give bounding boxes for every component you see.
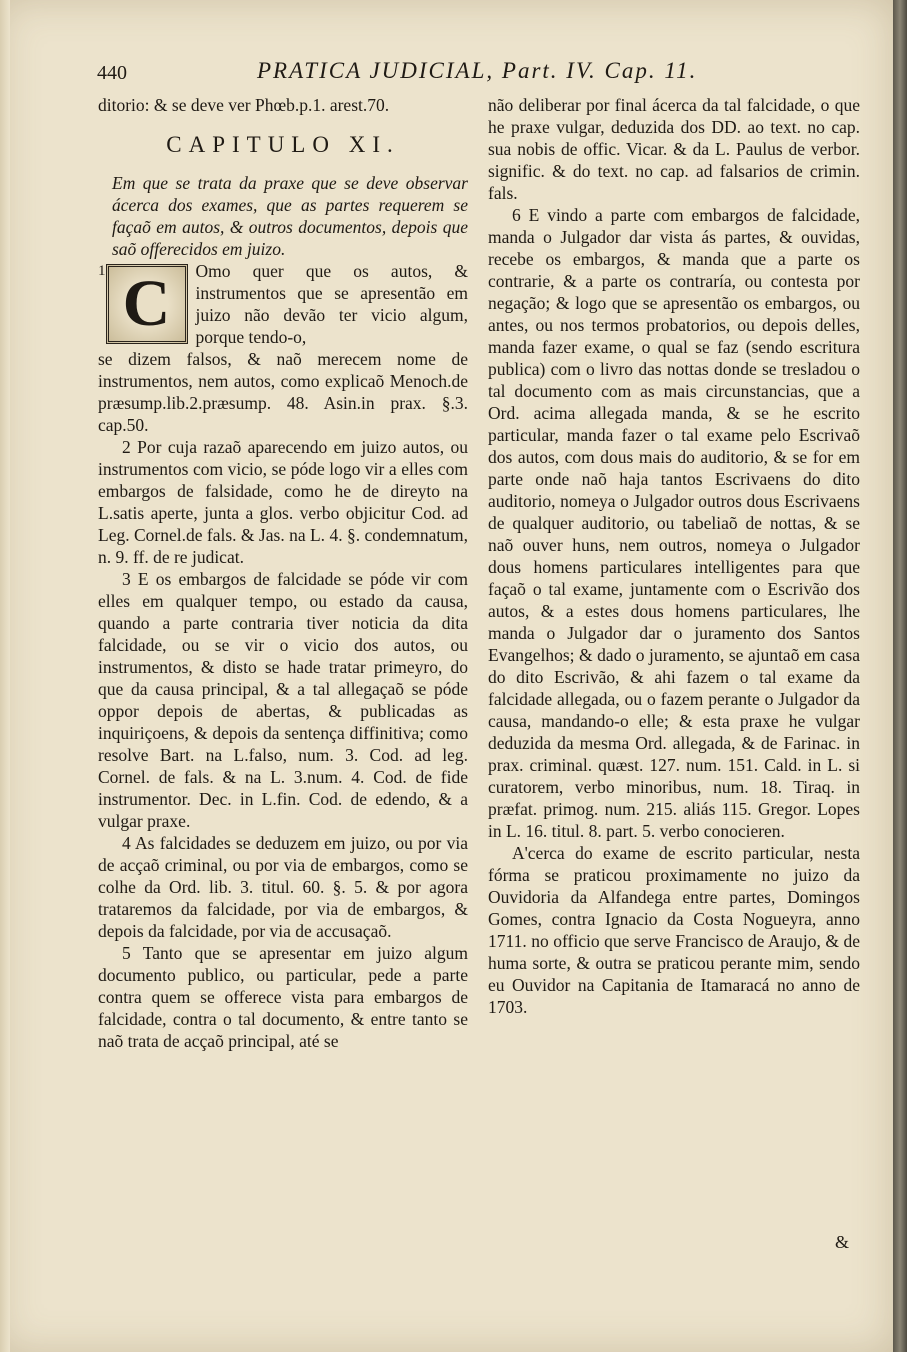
chapter-summary: Em que se trata da praxe que se deve observar ácerca dos exames, que as partes requerem se façaõ em autos, & outros documentos, depois que saõ offerecidos em juizo. [112,173,468,259]
page-edge [0,0,10,1352]
paragraph-1 [98,260,468,348]
decorated-initial: C [106,264,188,344]
paragraph-6: 6 E vindo a parte com embargos de falcidade, manda o Julgador dar vista ás partes, & ouvidas, recebe os embargos, & manda que a parte os contrarie, & a parte os contraría, ou contesta por negação; & logo que se apresentão os embargos, ou antes, ou nos termos probatorios, ou depois delles, manda fazer exame, o qual se faz (sendo escritura publica) com o livro das nottas donde se tresladou o tal documento com as mais circunstancias, que a Ord. acima allegada manda, & se he escrito particular, manda fazer o tal exame pelo Escrivaõ dos autos, com dous mais do auditorio, & se for em parte onde naõ haja tantos Escrivaens do dito auditorio, nomeya o Julgador outros dous Escrivaens de qualquer auditorio, ou tabeliaõ de nottas, & se naõ ouver huns, nem outros, nomeya o Julgador dous homens particulares intelligentes para que façaõ o tal exame, juntamente com o Escrivão dos autos, & a estes dous homens particulares, lhe manda o Julgador dar o juramento dos Santos Evangelhos; & dado o juramento, se ajuntaõ em casa do dito Escrivão, & ahi fazem o tal exame da falcidade allegada, ou o fazem perante o Julgador da causa, mandando-o elle; & esta praxe he vulgar deduzida da mesma Ord. allegada, & de Farinac. in prax. criminal. quæst. 127. num. 151. Cald. in L. si curatorem, verbo minoribus, num. 18. Tiraq. in præfat. primog. num. 215. aliás 115. Gregor. Lopes in L. 16. titul. 8. part. 5. verbo conocieren. [488,205,860,841]
continuation-text: não deliberar por final ácerca da tal falcidade, o que he praxe vulgar, deduzida dos DD. ao text. no cap. sua nobis de offic. Vicar. & da L. Paulus de verbor. signific. & do text. no cap. ad falsarios de crimin. fals. [488,95,860,203]
continuation-line: ditorio: & se deve ver Phœb.p.1. arest.70. [98,95,390,115]
paragraph-5: 5 Tanto que se apresentar em juizo algum documento publico, ou particular, pede a parte contra quem se offerece vista para embargos de falcidade, contra o tal documento, & entre tanto se naõ trata de acçaõ principal, até se [98,943,468,1051]
paragraph-1-opening: Omo quer que os autos, & instrumentos que se apresentão em juizo não devão ter vicio algum, porque tendo-o, [195,261,468,347]
paragraph-extra: A'cerca do exame de escrito particular, nesta fórma se praticou proximamente no juizo da Ouvidoria da Alfandega entre partes, Domingos Gomes, contra Ignacio da Costa Nogueyra, anno 1711. no officio que serve Francisco de Araujo, & de huma sorte, & outra se praticou perante mim, sendo eu Ouvidor na Capitania de Itamaracá no anno de 1703. [488,843,860,1017]
chapter-heading: CAPITULO XI. [166,132,400,157]
running-title: PRATICA JUDICIAL, Part. IV. Cap. 11. [257,58,698,83]
page-number: 440 [97,62,127,84]
paragraph-1-text: se dizem falsos, & naõ merecem nome de instrumentos, nem autos, como explicaõ Menoch.de præsump.lib.2.præsump. 48. Asin.in prax. §.3. cap.50. [98,349,468,435]
catchword: & [835,1232,850,1252]
page-header [97,58,857,88]
right-column [488,94,860,1018]
paragraph-number: 1 [98,263,106,279]
paragraph-2: 2 Por cuja razaõ aparecendo em juizo autos, ou instrumentos com vicio, se póde logo vir a elles com embargos de falsidade, como he de direyto na L.satis aperte, junta a glos. verbo objicitur Cod. ad Leg. Cornel.de fals. & Jas. na L. 4. §. condemnatum, n. 9. ff. de re judicat. [98,437,468,567]
paragraph-3: 3 E os embargos de falcidade se póde vir com elles em qualquer tempo, ou estado da causa, quando a parte contraria tiver noticia da dita falcidade, ou se vir o vicio dos autos, ou instrumentos, & disto se hade tratar primeyro, do que da causa principal, & a tal allegaçaõ se póde oppor depois de abertas, & publicadas as inquiriçoens, & depois da sentença diffinitiva; como resolve Bart. na L.falso, num. 3. Cod. ad leg. Cornel. de fals. & na L. 3.num. 4. Cod. de fide instrumentor. Dec. in L.fin. Cod. de edendo, & a vulgar praxe. [98,569,468,831]
left-column [98,94,468,1052]
book-gutter [893,0,907,1352]
paragraph-4: 4 As falcidades se deduzem em juizo, ou por via de acçaõ criminal, ou por via de embargos, como se colhe da Ord. lib. 3. titul. 60. §. 5. & por agora trataremos da falcidade, por via de embargos, & depois da falcidade, por via de accusaçaõ. [98,833,468,941]
